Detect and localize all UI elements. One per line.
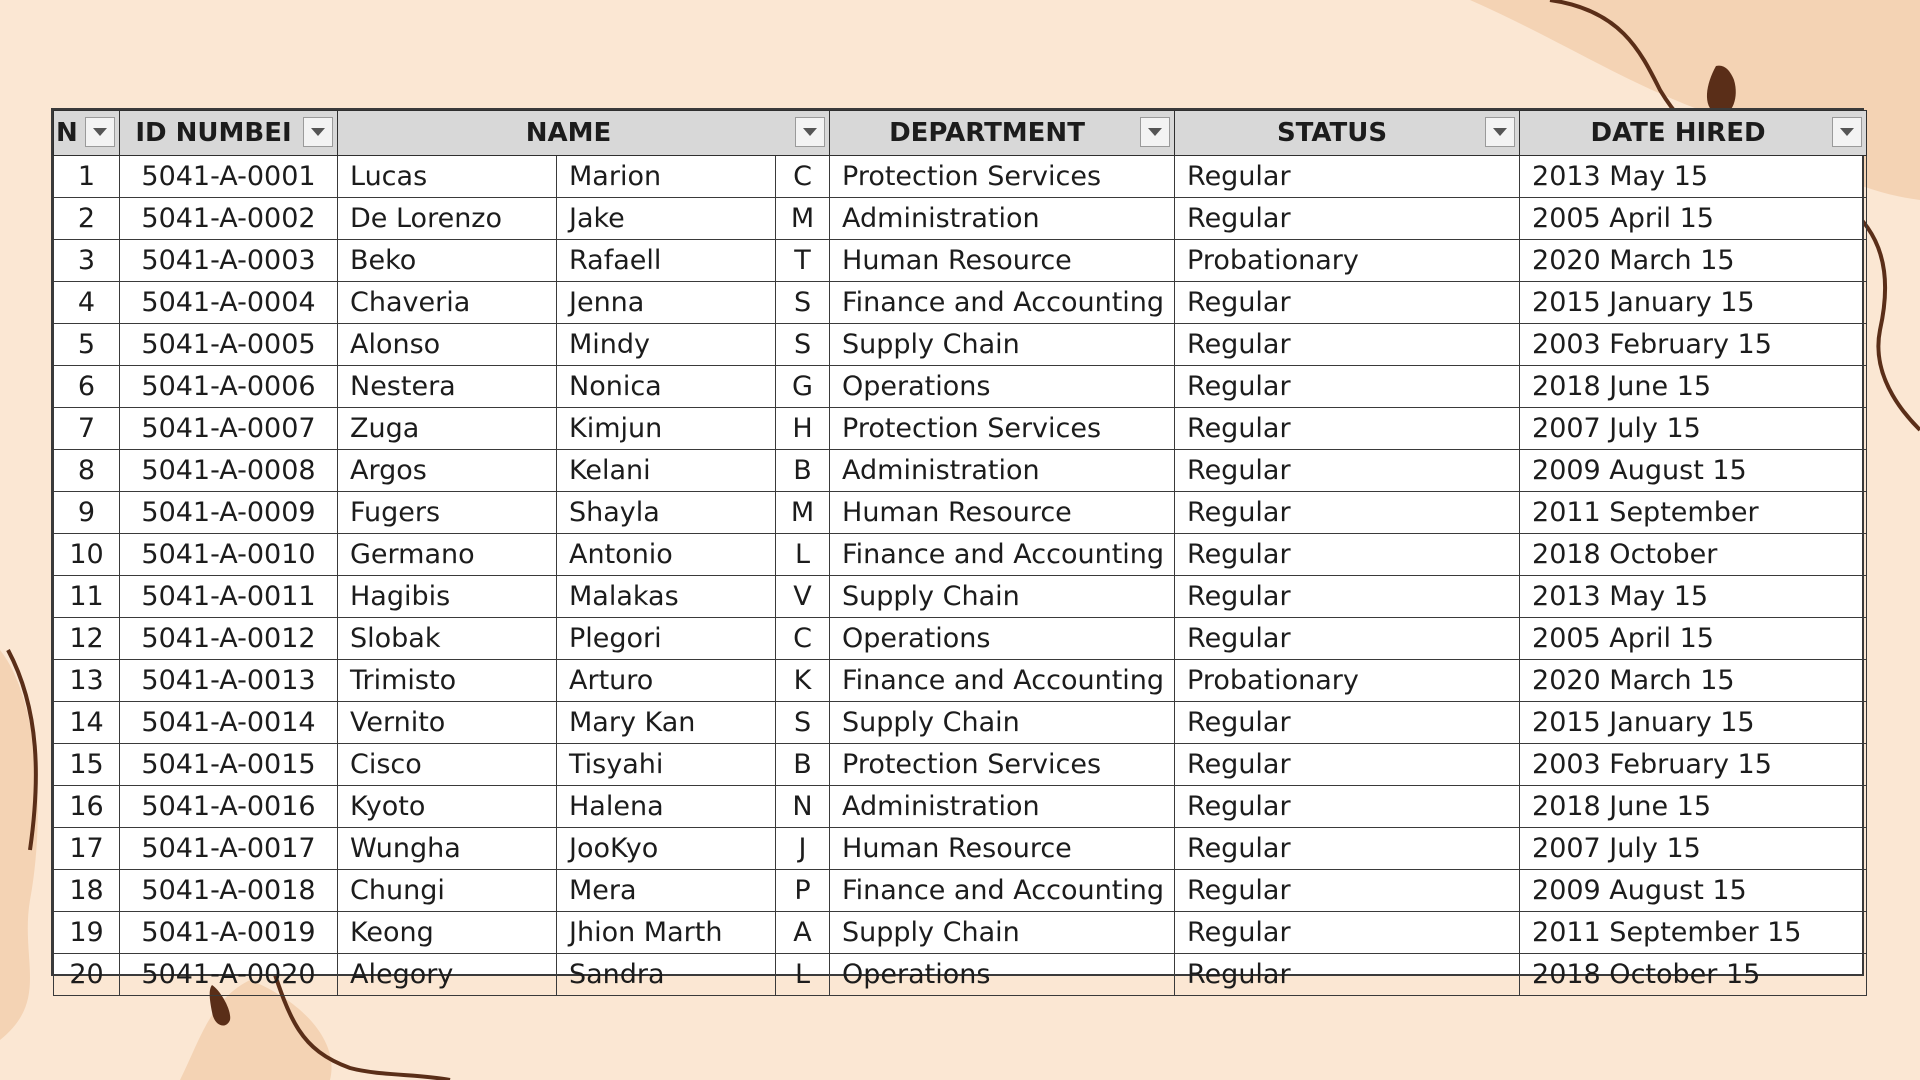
cell-no[interactable]: 15 <box>54 744 120 786</box>
cell-middle-initial[interactable]: J <box>776 828 830 870</box>
cell-last-name[interactable]: Lucas <box>338 156 557 198</box>
cell-status[interactable]: Regular <box>1175 786 1520 828</box>
cell-no[interactable]: 10 <box>54 534 120 576</box>
cell-id-number[interactable]: 5041-A-0010 <box>120 534 338 576</box>
cell-department[interactable]: Finance and Accounting <box>830 870 1175 912</box>
cell-first-name[interactable]: Halena <box>557 786 776 828</box>
table-row <box>54 366 1867 408</box>
cell-first-name[interactable]: JooKyo <box>557 828 776 870</box>
cell-date-hired[interactable]: 2015 January 15 <box>1520 282 1867 324</box>
cell-no[interactable]: 5 <box>54 324 120 366</box>
cell-middle-initial[interactable]: C <box>776 618 830 660</box>
table-row <box>54 450 1867 492</box>
filter-button-department[interactable] <box>1140 117 1170 147</box>
cell-id-number[interactable]: 5041-A-0009 <box>120 492 338 534</box>
cell-status[interactable]: Regular <box>1175 198 1520 240</box>
cell-date-hired[interactable]: 2020 March 15 <box>1520 240 1867 282</box>
table-row <box>54 660 1867 702</box>
filter-button-status[interactable] <box>1485 117 1515 147</box>
cell-id-number[interactable]: 5041-A-0006 <box>120 366 338 408</box>
cell-date-hired[interactable]: 2020 March 15 <box>1520 660 1867 702</box>
cell-middle-initial[interactable]: V <box>776 576 830 618</box>
cell-id-number[interactable]: 5041-A-0002 <box>120 198 338 240</box>
header-date-hired <box>1520 111 1867 156</box>
cell-first-name[interactable]: Malakas <box>557 576 776 618</box>
header-status <box>1175 111 1520 156</box>
cell-no[interactable]: 18 <box>54 870 120 912</box>
cell-status[interactable]: Regular <box>1175 282 1520 324</box>
cell-department[interactable]: Finance and Accounting <box>830 282 1175 324</box>
cell-middle-initial[interactable]: M <box>776 198 830 240</box>
cell-id-number[interactable]: 5041-A-0019 <box>120 912 338 954</box>
cell-no[interactable]: 13 <box>54 660 120 702</box>
cell-no[interactable]: 12 <box>54 618 120 660</box>
cell-no[interactable]: 1 <box>54 156 120 198</box>
table-row <box>54 828 1867 870</box>
cell-no[interactable]: 11 <box>54 576 120 618</box>
cell-department[interactable]: Human Resource <box>830 828 1175 870</box>
cell-last-name[interactable]: Hagibis <box>338 576 557 618</box>
cell-middle-initial[interactable]: S <box>776 282 830 324</box>
cell-first-name[interactable]: Tisyahi <box>557 744 776 786</box>
table-row <box>54 324 1867 366</box>
cell-department[interactable]: Human Resource <box>830 240 1175 282</box>
cell-status[interactable]: Regular <box>1175 618 1520 660</box>
table-row <box>54 870 1867 912</box>
header-status-label: STATUS <box>1276 118 1388 148</box>
cell-department[interactable]: Administration <box>830 450 1175 492</box>
cell-id-number[interactable]: 5041-A-0016 <box>120 786 338 828</box>
cell-no[interactable]: 4 <box>54 282 120 324</box>
cell-status[interactable]: Regular <box>1175 828 1520 870</box>
cell-first-name[interactable]: Arturo <box>557 660 776 702</box>
cell-last-name[interactable]: Nestera <box>338 366 557 408</box>
cell-date-hired[interactable]: 2003 February 15 <box>1520 744 1867 786</box>
cell-last-name[interactable]: Kyoto <box>338 786 557 828</box>
cell-last-name[interactable]: Slobak <box>338 618 557 660</box>
cell-department[interactable]: Operations <box>830 618 1175 660</box>
cell-no[interactable]: 7 <box>54 408 120 450</box>
cell-status[interactable]: Regular <box>1175 492 1520 534</box>
cell-id-number[interactable]: 5041-A-0020 <box>120 954 338 996</box>
cell-department[interactable]: Supply Chain <box>830 702 1175 744</box>
cell-date-hired[interactable]: 2018 June 15 <box>1520 366 1867 408</box>
cell-department[interactable]: Administration <box>830 198 1175 240</box>
cell-status[interactable]: Regular <box>1175 534 1520 576</box>
dropdown-arrow-icon <box>311 128 325 137</box>
cell-first-name[interactable]: Jake <box>557 198 776 240</box>
table-row <box>54 240 1867 282</box>
table-row <box>54 912 1867 954</box>
filter-button-name[interactable] <box>795 117 825 147</box>
cell-middle-initial[interactable]: L <box>776 534 830 576</box>
cell-last-name[interactable]: Chungi <box>338 870 557 912</box>
cell-date-hired[interactable]: 2013 May 15 <box>1520 576 1867 618</box>
cell-first-name[interactable]: Plegori <box>557 618 776 660</box>
cell-first-name[interactable]: Marion <box>557 156 776 198</box>
cell-last-name[interactable]: Wungha <box>338 828 557 870</box>
cell-status[interactable]: Regular <box>1175 576 1520 618</box>
cell-id-number[interactable]: 5041-A-0012 <box>120 618 338 660</box>
cell-middle-initial[interactable]: C <box>776 156 830 198</box>
header-department-label: DEPARTMENT <box>889 118 1085 148</box>
cell-date-hired[interactable]: 2015 January 15 <box>1520 702 1867 744</box>
cell-id-number[interactable]: 5041-A-0017 <box>120 828 338 870</box>
cell-department[interactable]: Protection Services <box>830 156 1175 198</box>
cell-first-name[interactable]: Jenna <box>557 282 776 324</box>
filter-button-date-hired[interactable] <box>1832 117 1862 147</box>
cell-id-number[interactable]: 5041-A-0014 <box>120 702 338 744</box>
cell-no[interactable]: 17 <box>54 828 120 870</box>
table-row <box>54 492 1867 534</box>
header-no <box>54 111 120 156</box>
cell-status[interactable]: Regular <box>1175 870 1520 912</box>
table-row <box>54 702 1867 744</box>
cell-date-hired[interactable]: 2013 May 15 <box>1520 156 1867 198</box>
cell-first-name[interactable]: Nonica <box>557 366 776 408</box>
cell-department[interactable]: Administration <box>830 786 1175 828</box>
table-row <box>54 786 1867 828</box>
header-row <box>54 111 1867 156</box>
cell-status[interactable]: Regular <box>1175 744 1520 786</box>
dropdown-arrow-icon <box>1840 128 1854 137</box>
dropdown-arrow-icon <box>1148 128 1162 137</box>
cell-no[interactable]: 14 <box>54 702 120 744</box>
cell-first-name[interactable]: Mary Kan <box>557 702 776 744</box>
table-body <box>54 156 1867 996</box>
cell-first-name[interactable]: Rafaell <box>557 240 776 282</box>
cell-middle-initial[interactable]: K <box>776 660 830 702</box>
cell-first-name[interactable]: Jhion Marth <box>557 912 776 954</box>
cell-middle-initial[interactable]: T <box>776 240 830 282</box>
cell-date-hired[interactable]: 2007 July 15 <box>1520 828 1867 870</box>
cell-no[interactable]: 8 <box>54 450 120 492</box>
cell-middle-initial[interactable]: B <box>776 450 830 492</box>
cell-date-hired[interactable]: 2011 September <box>1520 492 1867 534</box>
table-row <box>54 534 1867 576</box>
cell-department[interactable]: Supply Chain <box>830 324 1175 366</box>
table-row <box>54 954 1867 996</box>
header-id <box>120 111 338 156</box>
table-row <box>54 198 1867 240</box>
cell-id-number[interactable]: 5041-A-0015 <box>120 744 338 786</box>
cell-date-hired[interactable]: 2005 April 15 <box>1520 198 1867 240</box>
cell-department[interactable]: Operations <box>830 954 1175 996</box>
cell-date-hired[interactable]: 2009 August 15 <box>1520 450 1867 492</box>
cell-no[interactable]: 3 <box>54 240 120 282</box>
cell-last-name[interactable]: Keong <box>338 912 557 954</box>
cell-middle-initial[interactable]: N <box>776 786 830 828</box>
cell-last-name[interactable]: De Lorenzo <box>338 198 557 240</box>
header-name-label: NAME <box>525 118 612 148</box>
cell-middle-initial[interactable]: B <box>776 744 830 786</box>
table-row <box>54 576 1867 618</box>
cell-first-name[interactable]: Antonio <box>557 534 776 576</box>
cell-department[interactable]: Protection Services <box>830 408 1175 450</box>
cell-date-hired[interactable]: 2007 July 15 <box>1520 408 1867 450</box>
cell-status[interactable]: Regular <box>1175 954 1520 996</box>
dropdown-arrow-icon <box>93 128 107 137</box>
cell-last-name[interactable]: Zuga <box>338 408 557 450</box>
cell-date-hired[interactable]: 2003 February 15 <box>1520 324 1867 366</box>
table-row <box>54 282 1867 324</box>
cell-no[interactable]: 16 <box>54 786 120 828</box>
cell-last-name[interactable]: Cisco <box>338 744 557 786</box>
filter-button-id[interactable] <box>303 117 333 147</box>
cell-last-name[interactable]: Germano <box>338 534 557 576</box>
cell-middle-initial[interactable]: H <box>776 408 830 450</box>
employee-table <box>53 110 1867 996</box>
cell-first-name[interactable]: Mera <box>557 870 776 912</box>
cell-department[interactable]: Protection Services <box>830 744 1175 786</box>
cell-no[interactable]: 19 <box>54 912 120 954</box>
cell-status[interactable]: Regular <box>1175 450 1520 492</box>
cell-first-name[interactable]: Kimjun <box>557 408 776 450</box>
cell-first-name[interactable]: Sandra <box>557 954 776 996</box>
cell-department[interactable]: Supply Chain <box>830 912 1175 954</box>
cell-middle-initial[interactable]: M <box>776 492 830 534</box>
cell-last-name[interactable]: Alonso <box>338 324 557 366</box>
cell-status[interactable]: Regular <box>1175 702 1520 744</box>
cell-last-name[interactable]: Trimisto <box>338 660 557 702</box>
cell-id-number[interactable]: 5041-A-0013 <box>120 660 338 702</box>
header-date-hired-label: DATE HIRED <box>1590 118 1766 148</box>
cell-first-name[interactable]: Shayla <box>557 492 776 534</box>
cell-status[interactable]: Regular <box>1175 324 1520 366</box>
cell-date-hired[interactable]: 2005 April 15 <box>1520 618 1867 660</box>
cell-middle-initial[interactable]: L <box>776 954 830 996</box>
cell-status[interactable]: Regular <box>1175 408 1520 450</box>
cell-id-number[interactable]: 5041-A-0003 <box>120 240 338 282</box>
cell-first-name[interactable]: Mindy <box>557 324 776 366</box>
filter-button-no[interactable] <box>85 117 115 147</box>
cell-middle-initial[interactable]: S <box>776 324 830 366</box>
cell-status[interactable]: Regular <box>1175 366 1520 408</box>
cell-id-number[interactable]: 5041-A-0018 <box>120 870 338 912</box>
cell-no[interactable]: 9 <box>54 492 120 534</box>
cell-status[interactable]: Probationary <box>1175 240 1520 282</box>
header-department <box>830 111 1175 156</box>
table-row <box>54 408 1867 450</box>
cell-id-number[interactable]: 5041-A-0005 <box>120 324 338 366</box>
cell-date-hired[interactable]: 2018 June 15 <box>1520 786 1867 828</box>
cell-no[interactable]: 6 <box>54 366 120 408</box>
cell-last-name[interactable]: Chaveria <box>338 282 557 324</box>
cell-department[interactable]: Finance and Accounting <box>830 660 1175 702</box>
cell-date-hired[interactable]: 2011 September 15 <box>1520 912 1867 954</box>
cell-id-number[interactable]: 5041-A-0007 <box>120 408 338 450</box>
header-name <box>338 111 830 156</box>
cell-middle-initial[interactable]: G <box>776 366 830 408</box>
employee-table-sheet <box>51 108 1864 990</box>
cell-status[interactable]: Regular <box>1175 156 1520 198</box>
cell-last-name[interactable]: Fugers <box>338 492 557 534</box>
cell-no[interactable]: 2 <box>54 198 120 240</box>
header-id-label: ID NUMBEI <box>135 118 292 148</box>
dropdown-arrow-icon <box>803 128 817 137</box>
cell-last-name[interactable]: Alegory <box>338 954 557 996</box>
cell-last-name[interactable]: Vernito <box>338 702 557 744</box>
cell-date-hired[interactable]: 2009 August 15 <box>1520 870 1867 912</box>
cell-no[interactable]: 20 <box>54 954 120 996</box>
cell-date-hired[interactable]: 2018 October 15 <box>1520 954 1867 996</box>
cell-department[interactable]: Operations <box>830 366 1175 408</box>
cell-department[interactable]: Finance and Accounting <box>830 534 1175 576</box>
cell-last-name[interactable]: Beko <box>338 240 557 282</box>
cell-id-number[interactable]: 5041-A-0008 <box>120 450 338 492</box>
cell-last-name[interactable]: Argos <box>338 450 557 492</box>
cell-status[interactable]: Probationary <box>1175 660 1520 702</box>
dropdown-arrow-icon <box>1493 128 1507 137</box>
cell-id-number[interactable]: 5041-A-0004 <box>120 282 338 324</box>
cell-status[interactable]: Regular <box>1175 912 1520 954</box>
cell-middle-initial[interactable]: A <box>776 912 830 954</box>
cell-first-name[interactable]: Kelani <box>557 450 776 492</box>
table-row <box>54 156 1867 198</box>
cell-middle-initial[interactable]: S <box>776 702 830 744</box>
header-no-label: N <box>56 118 78 148</box>
cell-middle-initial[interactable]: P <box>776 870 830 912</box>
cell-id-number[interactable]: 5041-A-0011 <box>120 576 338 618</box>
cell-department[interactable]: Human Resource <box>830 492 1175 534</box>
cell-department[interactable]: Supply Chain <box>830 576 1175 618</box>
table-row <box>54 744 1867 786</box>
cell-id-number[interactable]: 5041-A-0001 <box>120 156 338 198</box>
table-row <box>54 618 1867 660</box>
cell-date-hired[interactable]: 2018 October <box>1520 534 1867 576</box>
